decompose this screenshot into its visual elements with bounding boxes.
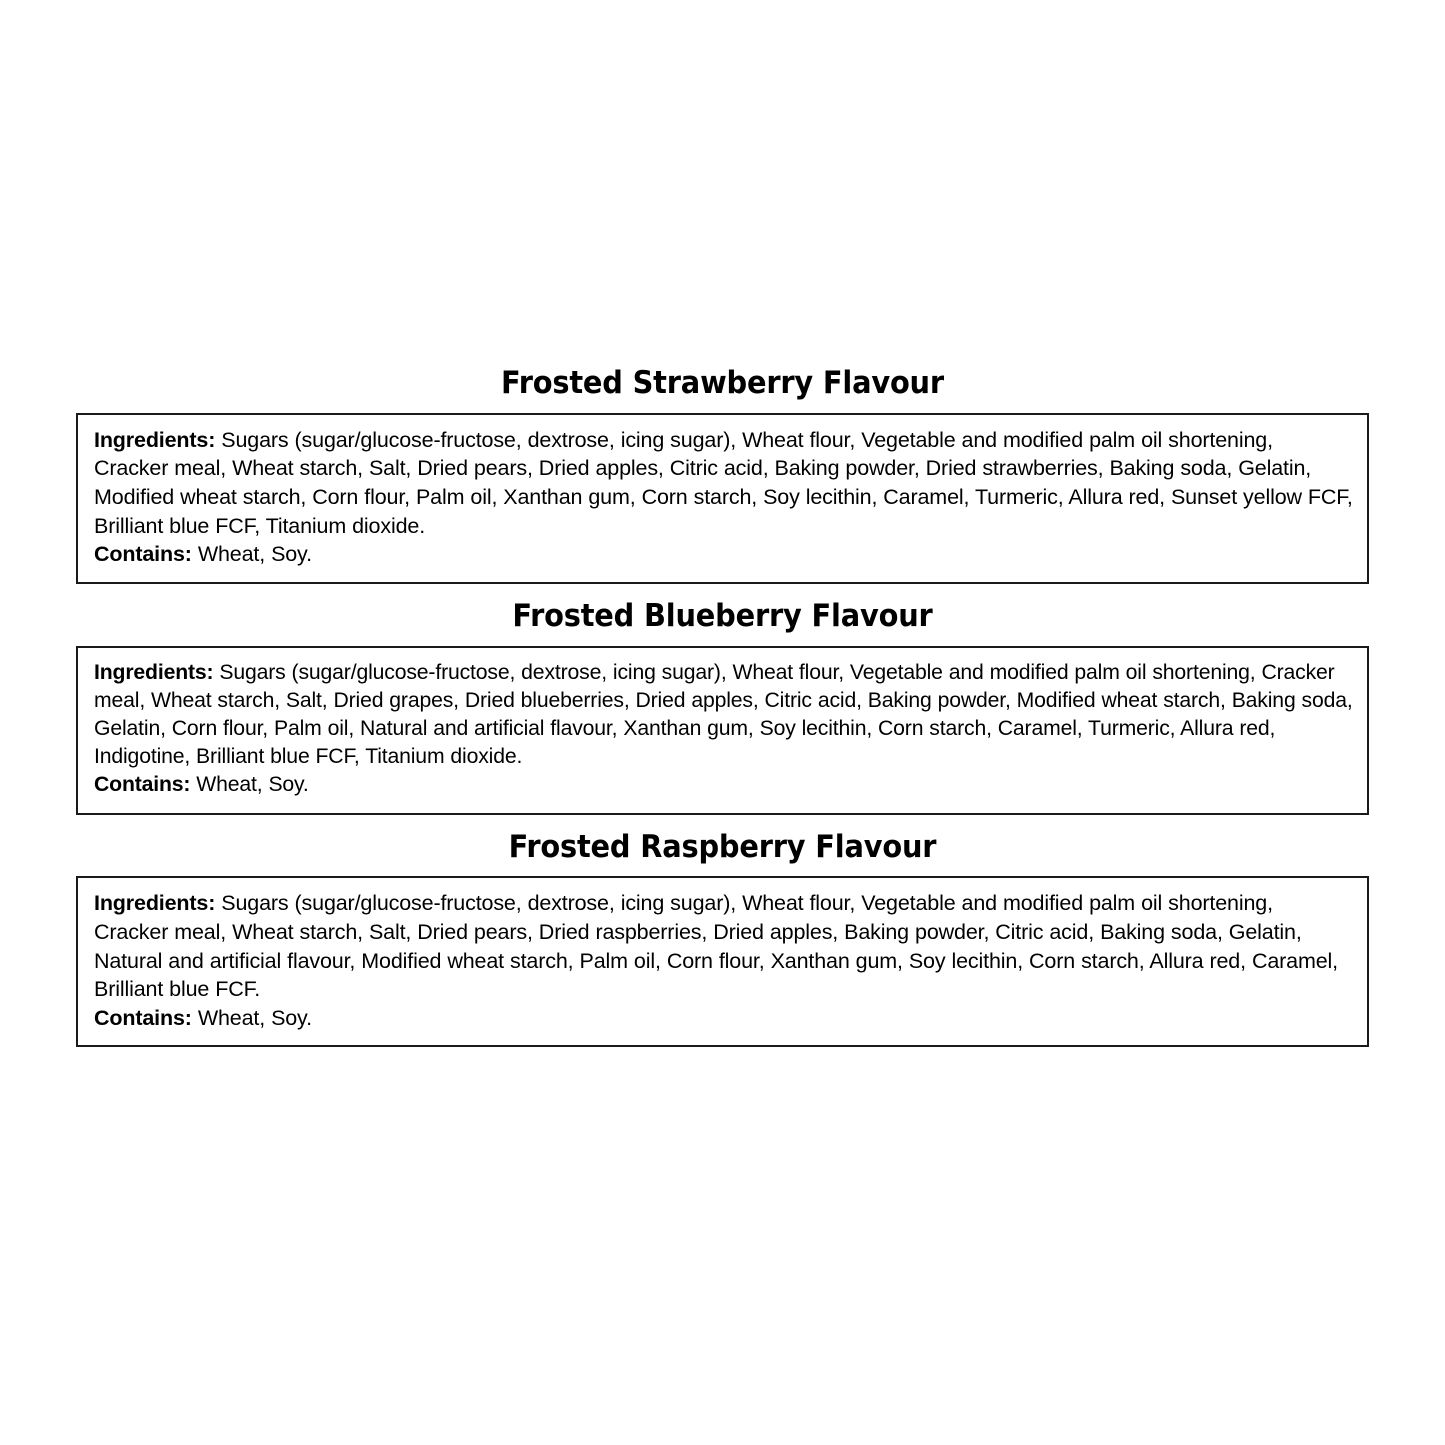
contains-list-strawberry: Wheat, Soy. xyxy=(197,542,312,567)
contains-list-raspberry: Wheat, Soy. xyxy=(197,1005,312,1030)
flavour-block-raspberry xyxy=(76,819,1369,1048)
contains-list-blueberry: Wheat, Soy. xyxy=(196,773,309,797)
ingredients-list-blueberry: Sugars (sugar/glucose-fructose, dextrose, icing sugar), Wheat flour, Vegetable and modified palm oil shortening, Cracker meal, Wheat starch, Salt, Dried grapes, Dried blueberries, Dried apples, Citric acid, Baking powder, Modified wheat starch, Baking soda, Gelatin, Corn flour, Palm oil, Natural and artificial flavour, Xanthan gum, Soy lecithin, Corn starch, Caramel, Turmeric, Allura red, Indigotine, Brilliant blue FCF, Titanium dioxide. xyxy=(94,660,1353,769)
flavour-title-raspberry: Frosted Raspberry Flavour xyxy=(508,828,937,865)
ingredients-list-raspberry: Sugars (sugar/glucose-fructose, dextrose, icing sugar), Wheat flour, Vegetable and modified palm oil shortening, Cracker meal, Wheat starch, Salt, Dried pears, Dried raspberries, Dried apples, Baking powder, Citric acid, Baking soda, Gelatin, Natural and artificial flavour, Modified wheat starch, Palm oil, Corn flour, Xanthan gum, Soy lecithin, Corn starch, Allura red, Caramel, Brilliant blue FCF. xyxy=(94,891,1338,1002)
flavour-panel-stack xyxy=(76,355,1369,1047)
ingredients-box-raspberry xyxy=(76,876,1369,1047)
ingredients-label-raspberry: Ingredients: xyxy=(94,891,216,916)
ingredients-box-strawberry xyxy=(76,413,1369,584)
contains-label-strawberry: Contains: xyxy=(94,542,192,567)
ingredients-label-blueberry: Ingredients: xyxy=(94,660,214,684)
flavour-title-strawberry: Frosted Strawberry Flavour xyxy=(501,365,944,401)
contains-label-raspberry: Contains: xyxy=(94,1005,192,1030)
flavour-block-strawberry xyxy=(76,355,1369,584)
ingredients-text-raspberry xyxy=(94,889,1353,1032)
ingredients-text-blueberry xyxy=(94,659,1353,800)
ingredients-text-strawberry xyxy=(94,426,1353,569)
ingredients-label-strawberry: Ingredients: xyxy=(94,427,216,452)
flavour-title-blueberry: Frosted Blueberry Flavour xyxy=(512,597,933,634)
contains-label-blueberry: Contains: xyxy=(94,773,191,797)
flavour-block-blueberry xyxy=(76,588,1369,815)
ingredients-box-blueberry xyxy=(76,646,1369,815)
ingredients-list-strawberry: Sugars (sugar/glucose-fructose, dextrose, icing sugar), Wheat flour, Vegetable and modified palm oil shortening, Cracker meal, Wheat starch, Salt, Dried pears, Dried apples, Citric acid, Baking powder, Dried strawberries, Baking soda, Gelatin, Modified wheat starch, Corn flour, Palm oil, Xanthan gum, Corn starch, Soy lecithin, Caramel, Turmeric, Allura red, Sunset yellow FCF, Brilliant blue FCF, Titanium dioxide. xyxy=(94,427,1353,538)
